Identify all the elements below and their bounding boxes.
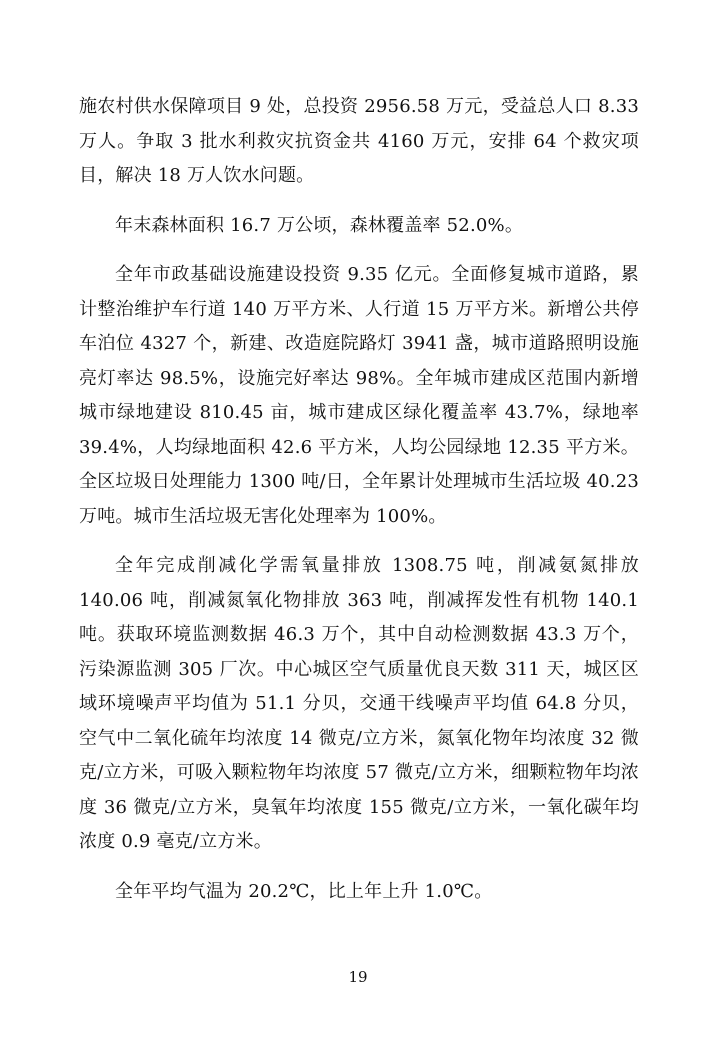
paragraph-environment-monitoring: 全年完成削减化学需氧量排放 1308.75 吨，削减氨氮排放 140.06 吨，削减氮氧化物排放 363 吨，削减挥发性有机物 140.1 吨。获取环境监测数据 46.3 万个，其中自动检测数据 43.3 万个，污染源监测 305 厂次。中心城区空气质量优良天数 311 天，城区区域环境噪声平均值为 51.1 分贝，交通干线噪声平均值 64.8 分贝，空气中二氧化硫年均浓度 14 微克/立方米，氮氧化物年均浓度 32 微克/立方米，可吸入颗粒物年均浓度 57 微克/立方米，细颗粒物年均浓度 36 微克/立方米，臭氧年均浓度 155 微克/立方米，一氧化碳年均浓度 0.9 毫克/立方米。: [79, 555, 639, 852]
paragraph-temperature: 全年平均气温为 20.2℃，比上年上升 1.0℃。: [115, 880, 493, 902]
paragraph-municipal-infrastructure: 全年市政基础设施建设投资 9.35 亿元。全面修复城市道路，累计整治维护车行道 140 万平方米、人行道 15 万平方米。新增公共停车泊位 4327 个，新建、改造庭院路灯 3941 盏，城市道路照明设施亮灯率达 98.5%，设施完好率达 98%。全年城市建成区范围内新增城市绿地建设 810.45 亩，城市建成区绿化覆盖率 43.7%，绿地率 39.4%，人均绿地面积 42.6 平方米，人均公园绿地 12.35 平方米。全区垃圾日处理能力 1300 吨/日，全年累计处理城市生活垃圾 40.23 万吨。城市生活垃圾无害化处理率为 100%。: [79, 264, 639, 527]
body-text: [79, 90, 639, 909]
paragraph-water-supply: 施农村供水保障项目 9 处，总投资 2956.58 万元，受益总人口 8.33 万人。争取 3 批水利救灾抗资金共 4160 万元，安排 64 个救灾项目，解决 18 万人饮水问题。: [79, 96, 639, 186]
paragraph-forest-coverage: 年末森林面积 16.7 万公顷，森林覆盖率 52.0%。: [115, 214, 524, 236]
page-number: 19: [348, 968, 368, 986]
